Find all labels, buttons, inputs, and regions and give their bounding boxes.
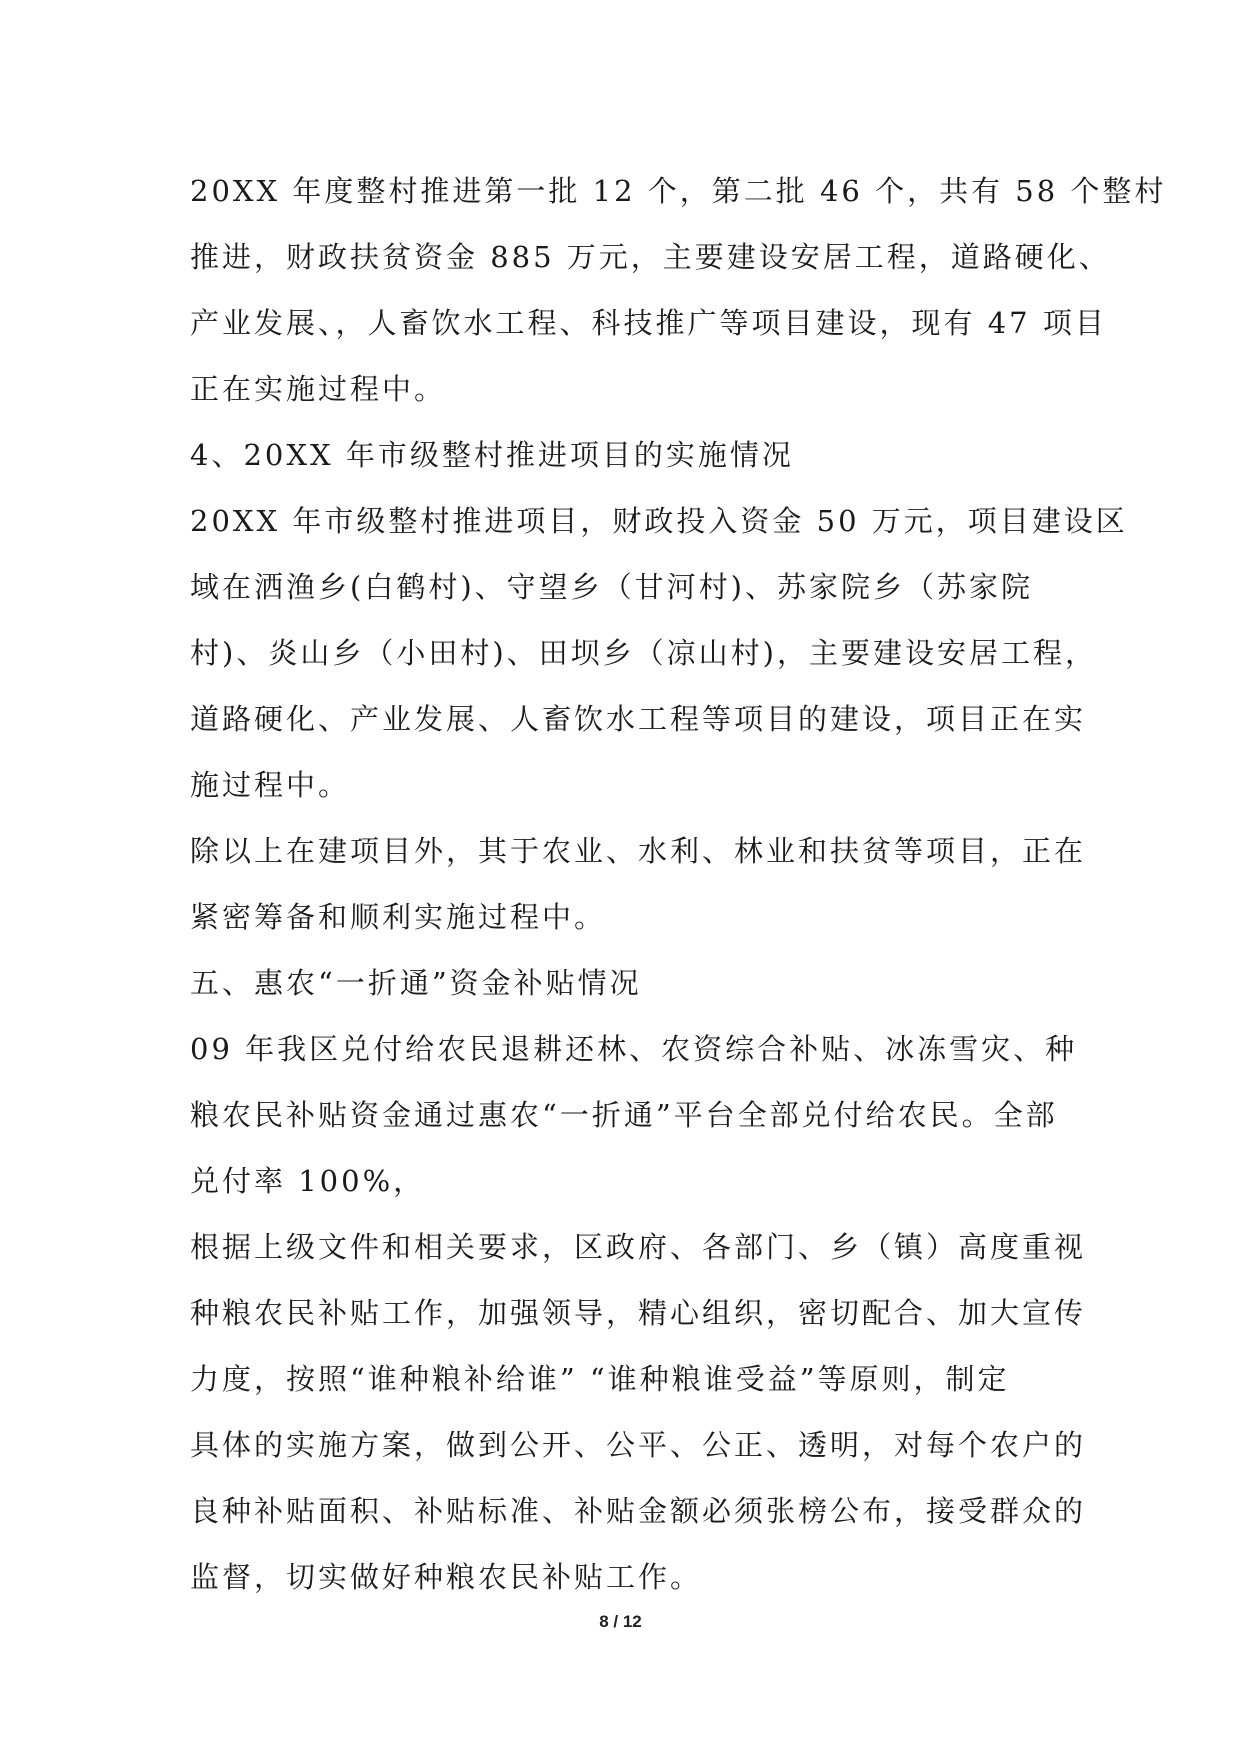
text-line: 20XX 年度整村推进第一批 12 个，第二批 46 个，共有 58 个整村 xyxy=(190,174,1167,208)
text-line: 除以上在建项目外，其于农业、水利、林业和扶贫等项目，正在 xyxy=(190,834,1087,868)
text-line: 道路硬化、产业发展、人畜饮水工程等项目的建设，项目正在实 xyxy=(190,702,1087,736)
text-line: 09 年我区兑付给农民退耕还林、农资综合补贴、冰冻雪灾、种 xyxy=(190,1032,1078,1066)
text-line: 兑付率 100%， xyxy=(190,1164,426,1198)
text-line: 产业发展、，人畜饮水工程、科技推广等项目建设，现有 47 项目 xyxy=(190,306,1107,340)
text-line: 粮农民补贴资金通过惠农“一折通”平台全部兑付给农民。全部 xyxy=(190,1098,1058,1132)
text-line: 紧密筹备和顺利实施过程中。 xyxy=(190,900,607,934)
text-line: 良种补贴面积、补贴标准、补贴金额必须张榜公布，接受群众的 xyxy=(190,1494,1087,1528)
text-line: 20XX 年市级整村推进项目，财政投入资金 50 万元，项目建设区 xyxy=(190,504,1128,538)
text-line: 推进，财政扶贫资金 885 万元，主要建设安居工程，道路硬化、 xyxy=(190,240,1111,274)
document-body xyxy=(190,158,1167,1610)
section-heading: 4、20XX 年市级整村推进项目的实施情况 xyxy=(190,438,794,472)
text-line: 力度，按照“谁种粮补给谁” “谁种粮谁受益”等原则，制定 xyxy=(190,1362,1010,1396)
text-line: 村)、炎山乡（小田村)、田坝乡（凉山村)，主要建设安居工程， xyxy=(190,636,1097,670)
text-line: 域在洒渔乡(白鹤村)、守望乡（甘河村)、苏家院乡（苏家院 xyxy=(190,570,1033,604)
text-line: 监督，切实做好种粮农民补贴工作。 xyxy=(190,1560,703,1594)
text-line: 具体的实施方案，做到公开、公平、公正、透明，对每个农户的 xyxy=(190,1428,1087,1462)
text-line: 根据上级文件和相关要求，区政府、各部门、乡（镇）高度重视 xyxy=(190,1230,1087,1264)
text-line: 施过程中。 xyxy=(190,768,351,802)
page-number: 8 / 12 xyxy=(599,1612,642,1631)
text-line: 正在实施过程中。 xyxy=(190,372,447,406)
text-line: 种粮农民补贴工作，加强领导，精心组织，密切配合、加大宣传 xyxy=(190,1296,1087,1330)
section-heading: 五、惠农“一折通”资金补贴情况 xyxy=(190,966,642,1000)
